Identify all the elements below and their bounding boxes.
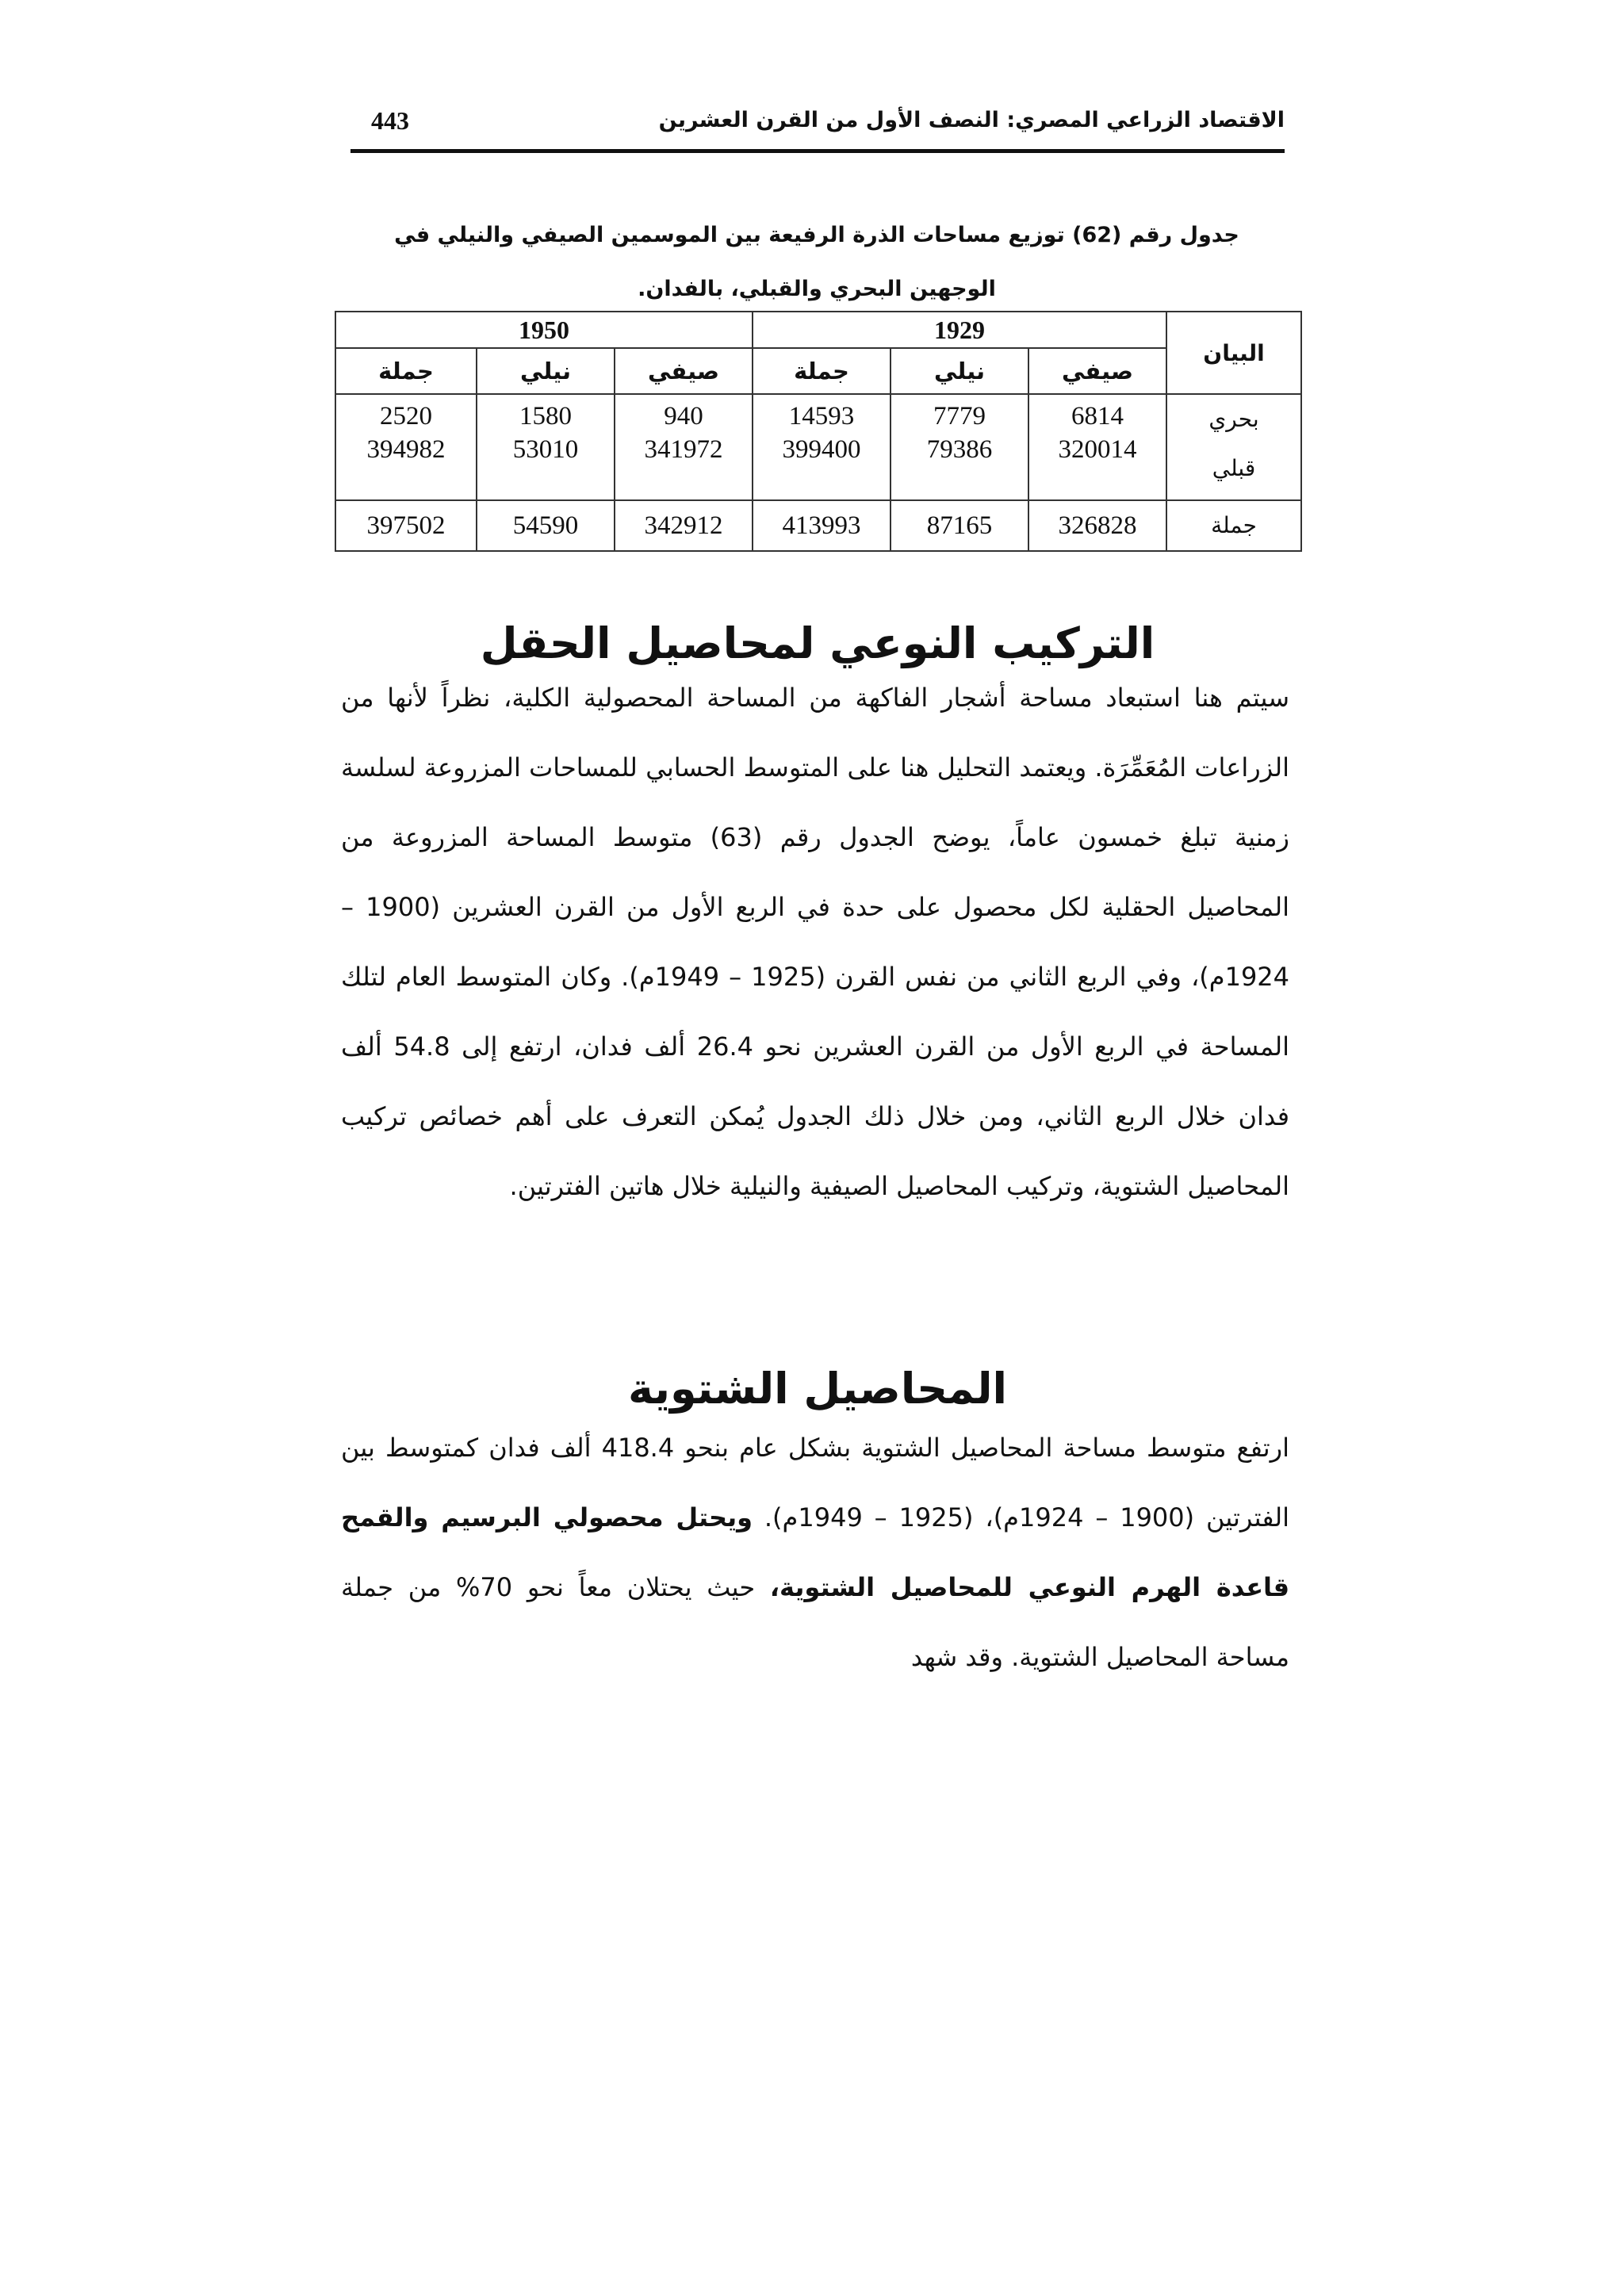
paragraph-bold-text: ويحتل محصولي البرسيم والقمح قاعدة الهرم النوعي للمحاصيل الشتوية، [341, 1502, 1290, 1602]
paragraph-text: حيث يحتلان معاً نحو 70% من جملة مساحة المحاصيل الشتوية. وقد شهد [341, 1572, 1289, 1672]
cell-value: 1580 [519, 402, 572, 430]
total-1929-saifi: 326828 [1028, 500, 1166, 551]
cell-value: 79386 [926, 435, 993, 464]
table-caption-line-2: الوجهين البحري والقبلي، بالفدان. [638, 277, 996, 301]
cell-value: 394982 [366, 435, 446, 464]
total-1950-nili: 54590 [477, 500, 615, 551]
row-label-qibli: قبلي [1212, 455, 1256, 481]
page-header [350, 101, 1285, 153]
table-row [335, 394, 1301, 500]
cell-1929-nili [891, 394, 1028, 500]
sub-header-total-1929: جملة [753, 348, 891, 394]
cell-value: 14593 [788, 402, 855, 430]
cell-value: 6814 [1071, 402, 1124, 430]
sub-header-total-1950: جملة [335, 348, 477, 394]
running-title: الاقتصاد الزراعي المصري: النصف الأول من القرن العشرين [658, 108, 1285, 132]
cell-value: 341972 [644, 435, 723, 464]
cell-1929-saifi [1028, 394, 1166, 500]
cell-1950-saifi [615, 394, 753, 500]
cell-1929-total [753, 394, 891, 500]
section-heading-winter-crops: المحاصيل الشتوية [627, 1364, 1008, 1414]
sub-header-saifi-1929: صيفي [1028, 348, 1166, 394]
section-heading-crop-composition: التركيب النوعي لمحاصيل الحقل [480, 618, 1155, 668]
paragraph-text: ارتفع متوسط مساحة المحاصيل الشتوية بشكل عام بنحو 418.4 ألف فدان كمتوسط بين الفترتين (1900 – 1924م)، (1925 – 1949م). [341, 1433, 1290, 1533]
page-number: 443 [371, 106, 409, 135]
total-1929-total: 413993 [753, 500, 891, 551]
sorghum-area-table [335, 311, 1302, 552]
cell-value: 2520 [380, 402, 432, 430]
row-labels-cell [1166, 394, 1301, 500]
cell-1950-nili [477, 394, 615, 500]
cell-value: 7779 [933, 402, 986, 430]
cell-value: 399400 [782, 435, 861, 464]
cell-value: 53010 [512, 435, 579, 464]
row-header-cell: البيان [1166, 312, 1301, 394]
year-header-1929: 1929 [753, 312, 1166, 348]
year-header-1950: 1950 [335, 312, 753, 348]
section-paragraph-winter-crops [341, 1413, 1289, 1692]
cell-1950-total [335, 394, 477, 500]
sub-header-nili-1950: نيلي [477, 348, 615, 394]
cell-value: 320014 [1058, 435, 1137, 464]
total-1950-total: 397502 [335, 500, 477, 551]
total-row-label: جملة [1166, 500, 1301, 551]
table-total-row [335, 500, 1301, 551]
table-caption-line-1: جدول رقم (62) توزيع مساحات الذرة الرفيعة بين الموسمين الصيفي والنيلي في [394, 223, 1239, 247]
total-1950-saifi: 342912 [615, 500, 753, 551]
sub-header-saifi-1950: صيفي [615, 348, 753, 394]
total-1929-nili: 87165 [891, 500, 1028, 551]
section-paragraph-crop-composition: سيتم هنا استبعاد مساحة أشجار الفاكهة من المساحة المحصولية الكلية، نظراً لأنها من الزراعات المُعَمِّرَة. ويعتمد التحليل هنا على المتوسط الحسابي للمساحات المزروعة لسلسة زمنية تبلغ خمسون عاماً، يوضح الجدول رقم (63) متوسط المساحة المزروعة من المحاصيل الحقلية لكل محصول على حدة في الربع الأول من القرن العشرين (1900 – 1924م)، وفي الربع الثاني من نفس القرن (1925 – 1949م). وكان المتوسط العام لتلك المساحة في الربع الأول من القرن العشرين نحو 26.4 ألف فدان، ارتفع إلى 54.8 ألف فدان خلال الربع الثاني، ومن خلال ذلك الجدول يُمكن التعرف على أهم خصائص تركيب المحاصيل الشتوية، وتركيب المحاصيل الصيفية والنيلية خلال هاتين الفترتين. [341, 683, 1290, 1201]
sub-header-nili-1929: نيلي [891, 348, 1028, 394]
row-label-bahari: بحري [1208, 406, 1259, 432]
cell-value: 940 [664, 402, 703, 430]
